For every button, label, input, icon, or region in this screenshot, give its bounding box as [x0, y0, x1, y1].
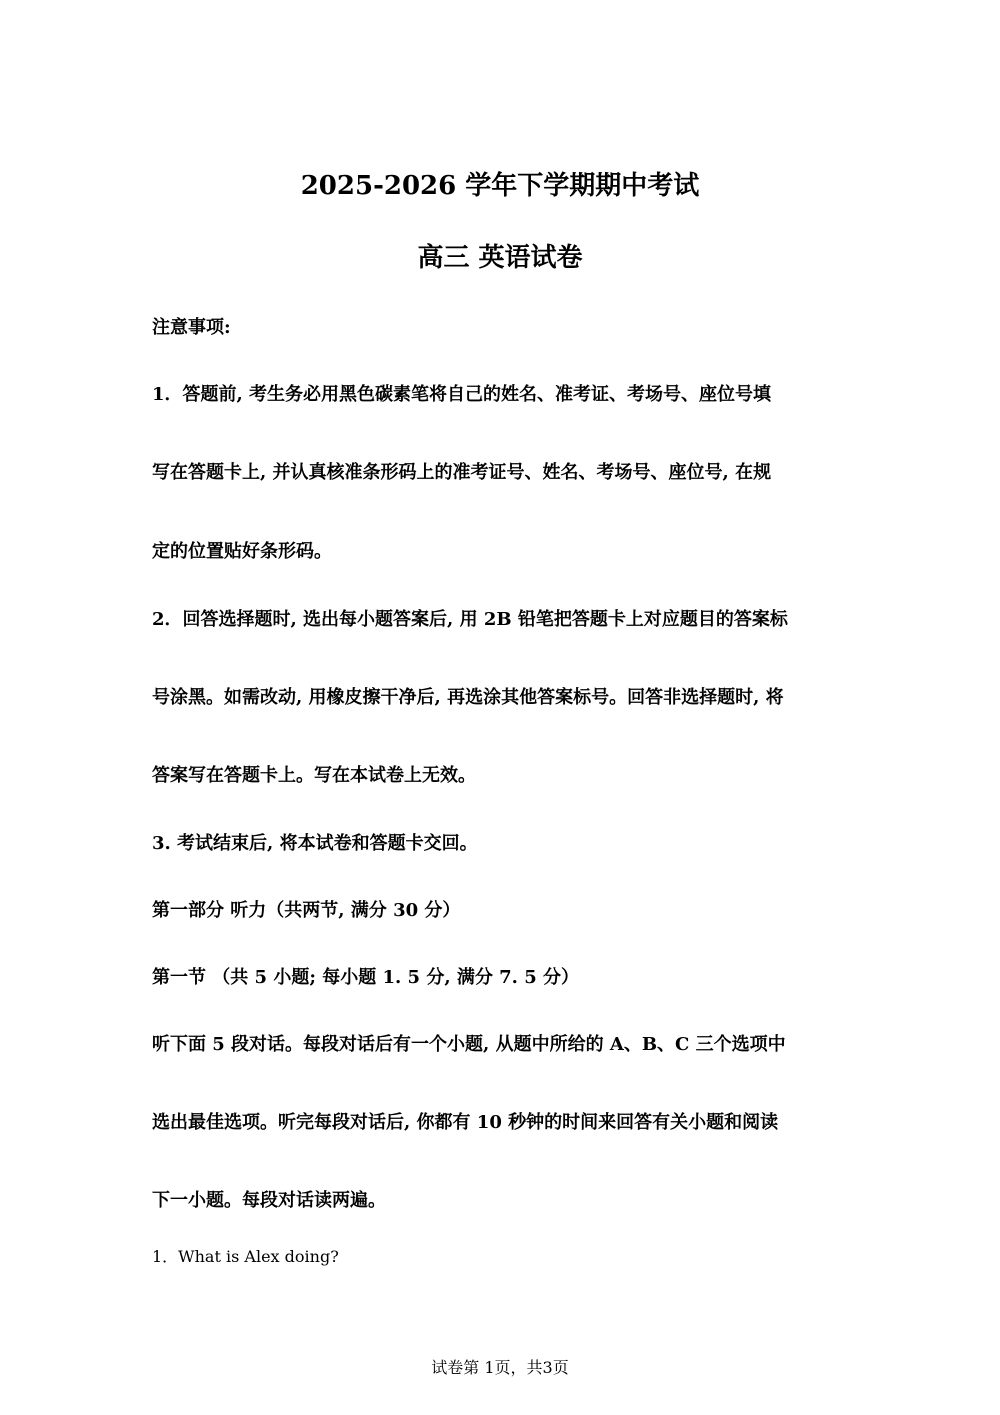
question-1: 1．What is Alex doing?: [152, 1247, 339, 1266]
notice-line: 3. 考试结束后, 将本试卷和答题卡交回。: [152, 833, 478, 854]
notice-line: 写在答题卡上, 并认真核准条形码上的准考证号、姓名、考场号、座位号, 在规: [152, 462, 772, 483]
page-footer: 试卷第 1页，共3页: [431, 1358, 569, 1377]
notice-line: 答案写在答题卡上。写在本试卷上无效。: [152, 765, 476, 786]
notice-heading: 注意事项:: [152, 317, 231, 338]
instruction-line: 下一小题。每段对话读两遍。: [152, 1190, 386, 1211]
instruction-line: 选出最佳选项。听完每段对话后, 你都有 10 秒钟的时间来回答有关小题和阅读: [152, 1112, 779, 1133]
notice-line: 2．回答选择题时, 选出每小题答案后, 用 2B 铅笔把答题卡上对应题目的答案标: [152, 609, 788, 630]
exam-subtitle: 高三 英语试卷: [417, 243, 583, 273]
section-heading: 第一节 （共 5 小题; 每小题 1. 5 分, 满分 7. 5 分）: [152, 967, 579, 988]
part-heading: 第一部分 听力（共两节, 满分 30 分）: [152, 900, 461, 921]
notice-line: 定的位置贴好条形码。: [152, 541, 332, 562]
instruction-line: 听下面 5 段对话。每段对话后有一个小题, 从题中所给的 A、B、C 三个选项中: [152, 1034, 786, 1055]
exam-title: 2025-2026 学年下学期期中考试: [300, 171, 700, 201]
notice-line: 1．答题前, 考生务必用黑色碳素笔将自己的姓名、准考证、考场号、座位号填: [152, 384, 772, 405]
notice-line: 号涂黑。如需改动, 用橡皮擦干净后, 再选涂其他答案标号。回答非选择题时, 将: [152, 687, 784, 708]
